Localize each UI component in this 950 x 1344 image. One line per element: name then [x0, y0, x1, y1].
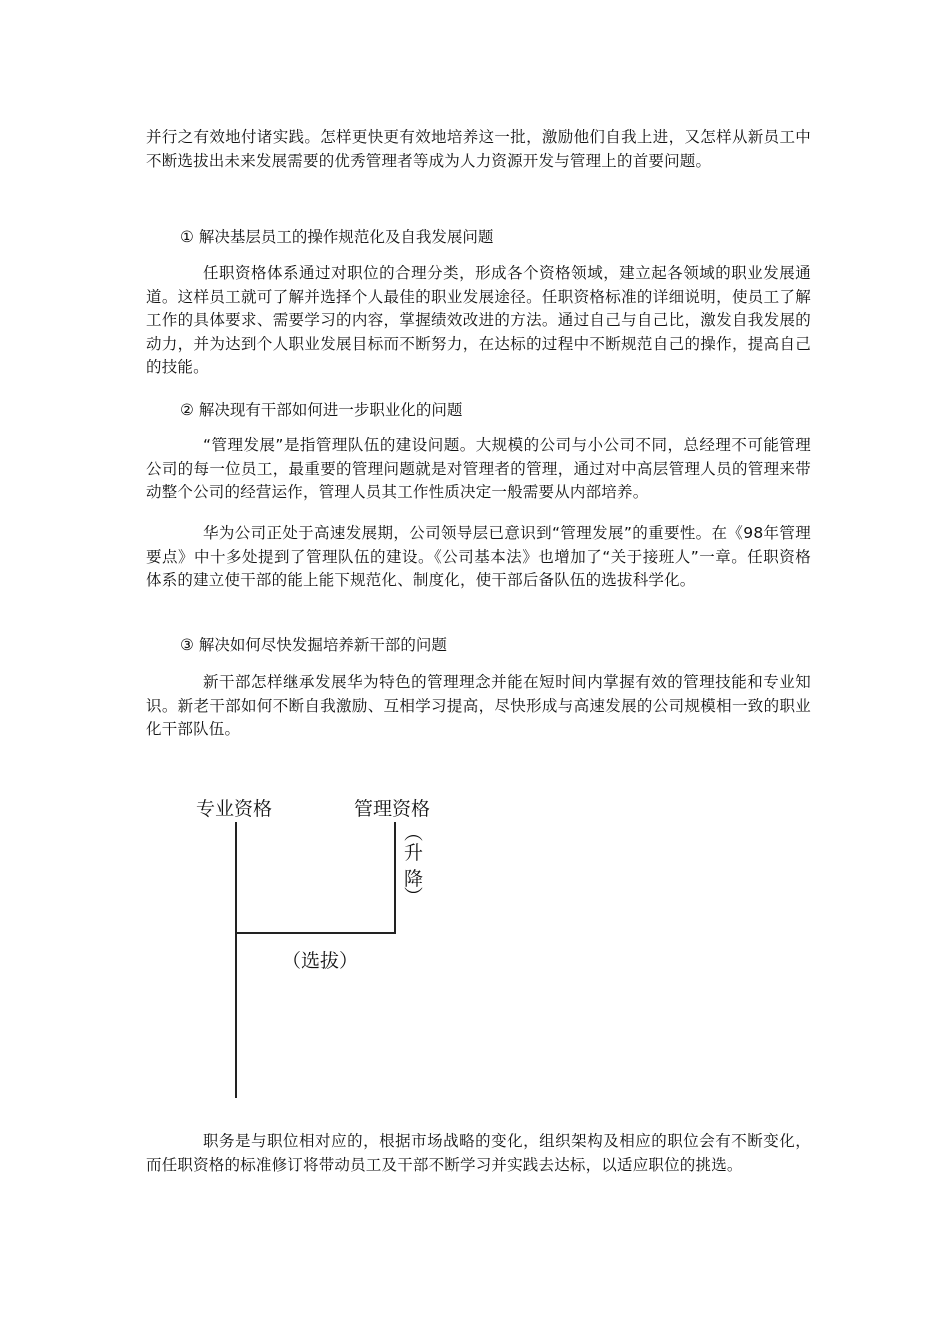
section-2-body-1: “管理发展”是指管理队伍的建设问题。大规模的公司与小公司不同，总经理不可能管理公司的每一位员工，最重要的管理问题就是对管理者的管理，通过对中高层管理人员的管理来带动整个公司的经营运作，管理人员其工作性质决定一般需要从内部培养。 — [146, 436, 811, 502]
section-3-body: 新干部怎样继承发展华为特色的管理理念并能在短时间内掌握有效的管理技能和专业知识。新老干部如何不断自我激励、互相学习提高，尽快形成与高速发展的公司规模相一致的职业化干部队伍。 — [146, 673, 811, 739]
section-3-heading: ③ 解决如何尽快发掘培养新干部的问题 — [180, 636, 447, 654]
closing-paragraph: 职务是与职位相对应的，根据市场战略的变化，组织架构及相应的职位会有不断变化，而任职资格的标准修订将带动员工及干部不断学习并实践去达标，以适应职位的挑选。 — [146, 1132, 811, 1174]
section-2-heading: ② 解决现有干部如何进一步职业化的问题 — [180, 401, 463, 419]
professional-track-line — [235, 822, 237, 1098]
section-2-body-2: 华为公司正处于高速发展期，公司领导层已意识到“管理发展”的重要性。在《98年管理要点》中十多处提到了管理队伍的建设。《公司基本法》也增加了“关于接班人”一章。任职资格体系的建立使干部的能上能下规范化、制度化，使干部后备队伍的选拔科学化。 — [146, 524, 811, 590]
intro-paragraph: 并行之有效地付诸实践。怎样更快更有效地培养这一批，激励他们自我上进，又怎样从新员工中不断选拔出未来发展需要的优秀管理者等成为人力资源开发与管理上的首要问题。 — [146, 128, 811, 170]
section-1-body: 任职资格体系通过对职位的合理分类，形成各个资格领域，建立起各领域的职业发展通道。这样员工就可了解并选择个人最佳的职业发展途径。任职资格标准的详细说明，使员工了解工作的具体要求、需要学习的内容，掌握绩效改进的方法。通过自己与自己比，激发自我发展的动力，并为达到个人职业发展目标而不断努力，在达标的过程中不断规范自己的操作，提高自己的技能。 — [146, 264, 811, 377]
rise-fall-paren-close: ︶ — [404, 886, 424, 908]
management-qualification-label: 管理资格 — [354, 798, 431, 820]
career-path-diagram — [180, 780, 480, 1110]
rise-fall-char-1: 升 — [404, 842, 424, 864]
selection-connector-line — [235, 932, 396, 934]
management-track-line — [394, 822, 396, 934]
selection-label: （选拔） — [282, 950, 359, 972]
rise-fall-paren-open: ︵ — [404, 822, 424, 844]
professional-qualification-label: 专业资格 — [196, 798, 273, 820]
rise-fall-char-2: 降 — [404, 868, 424, 890]
section-1-heading: ① 解决基层员工的操作规范化及自我发展问题 — [180, 228, 494, 246]
